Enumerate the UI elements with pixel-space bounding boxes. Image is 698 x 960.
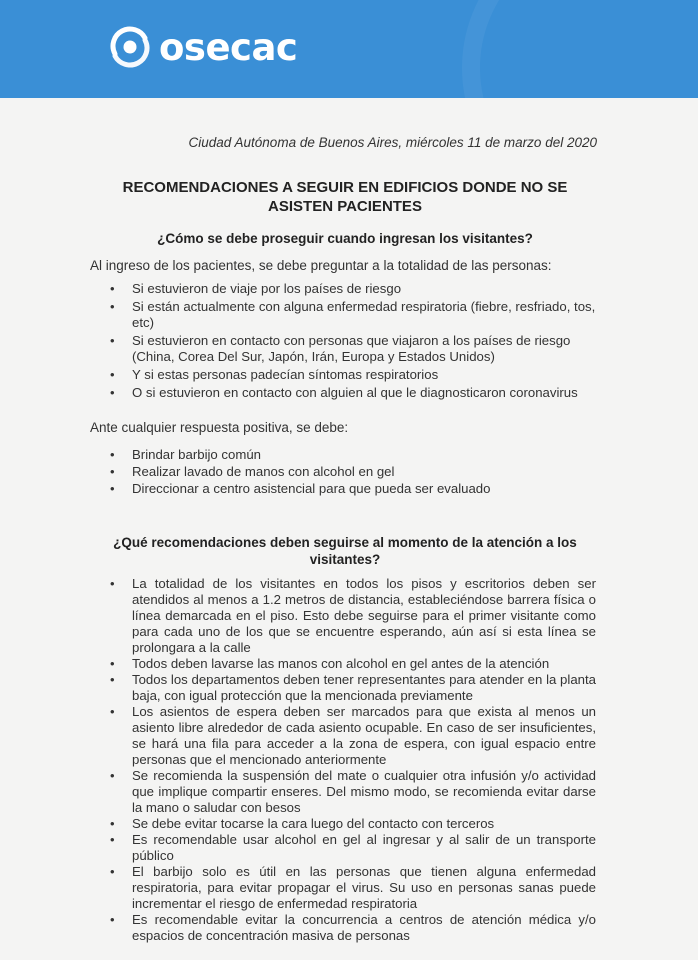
logo-mark-icon [107, 24, 153, 70]
title-line-1: RECOMENDACIONES A SEGUIR EN EDIFICIOS DONDE NO SE [122, 179, 568, 196]
list-item: • O si estuvieron en contacto con alguien al que le diagnosticaron coronavirus [110, 385, 596, 401]
list-item: • Todos deben lavarse las manos con alcohol en gel antes de la atención [110, 656, 596, 672]
section-3-list [110, 576, 596, 944]
header-banner [0, 0, 698, 98]
list-item: • Es recomendable usar alcohol en gel al ingresar y al salir de un transporte público [110, 832, 596, 864]
osecac-logo [107, 22, 297, 72]
title-line-2: ASISTEN PACIENTES [268, 198, 422, 215]
banner-decoration [462, 0, 698, 98]
section-2-list [110, 447, 590, 497]
list-item: • Se debe evitar tocarse la cara luego del contacto con terceros [110, 816, 596, 832]
list-item: • Direccionar a centro asistencial para que pueda ser evaluado [110, 481, 590, 497]
list-item: • Realizar lavado de manos con alcohol en gel [110, 464, 590, 480]
list-item: • Es recomendable evitar la concurrencia a centros de atención médica y/o espacios de concentración masiva de personas [110, 912, 596, 944]
dateline: Ciudad Autónoma de Buenos Aires, miércoles 11 de marzo del 2020 [188, 135, 597, 150]
section-1-question: ¿Cómo se debe proseguir cuando ingresan los visitantes? [157, 231, 533, 246]
section-1-intro: Al ingreso de los pacientes, se debe preguntar a la totalidad de las personas: [90, 258, 552, 273]
list-item: • El barbijo solo es útil en las personas que tienen alguna enfermedad respiratoria, para evitar propagar el virus. Su uso en personas sanas puede incrementar el riesgo de enfermedad respiratoria [110, 864, 596, 912]
list-item: • Si estuvieron en contacto con personas que viajaron a los países de riesgo (China, Corea Del Sur, Japón, Irán, Europa y Estados Unidos) [110, 333, 596, 365]
list-item: • Brindar barbijo común [110, 447, 590, 463]
list-item: • Si están actualmente con alguna enfermedad respiratoria (fiebre, resfriado, tos, etc) [110, 299, 596, 331]
list-item: • Y si estas personas padecían síntomas respiratorios [110, 367, 596, 383]
question-line-2: visitantes? [309, 552, 381, 567]
list-item: • Se recomienda la suspensión del mate o cualquier otra infusión y/o actividad que implique compartir enseres. Del mismo modo, se recomienda evitar darse la mano o saludar con besos [110, 768, 596, 816]
document-title [95, 178, 595, 216]
list-item: • Todos los departamentos deben tener representantes para atender en la planta baja, con igual protección que la mencionada previamente [110, 672, 596, 704]
section-3-question [95, 534, 595, 568]
section-2-intro: Ante cualquier respuesta positiva, se debe: [90, 420, 349, 435]
list-item: • La totalidad de los visitantes en todos los pisos y escritorios deben ser atendidos al menos a 1.2 metros de distancia, estableciéndose barrera física o línea demarcada en el piso. Esto debe seguirse para el primer visitante como para cada uno de los que se encuentre esperando, aún así si esta línea se prolongara a la calle [110, 576, 596, 656]
section-1-list [110, 281, 596, 401]
question-line-1: ¿Qué recomendaciones deben seguirse al momento de la atención a los [113, 535, 577, 550]
list-item: • Si estuvieron de viaje por los países de riesgo [110, 281, 596, 297]
logo-text: osecac [159, 25, 298, 69]
list-item: • Los asientos de espera deben ser marcados para que exista al menos un asiento libre alrededor de cada asiento ocupable. En caso de ser insuficientes, se hará una fila para acceder a la zona de espera, con igual espacio entre personas que el mencionado anteriormente [110, 704, 596, 768]
